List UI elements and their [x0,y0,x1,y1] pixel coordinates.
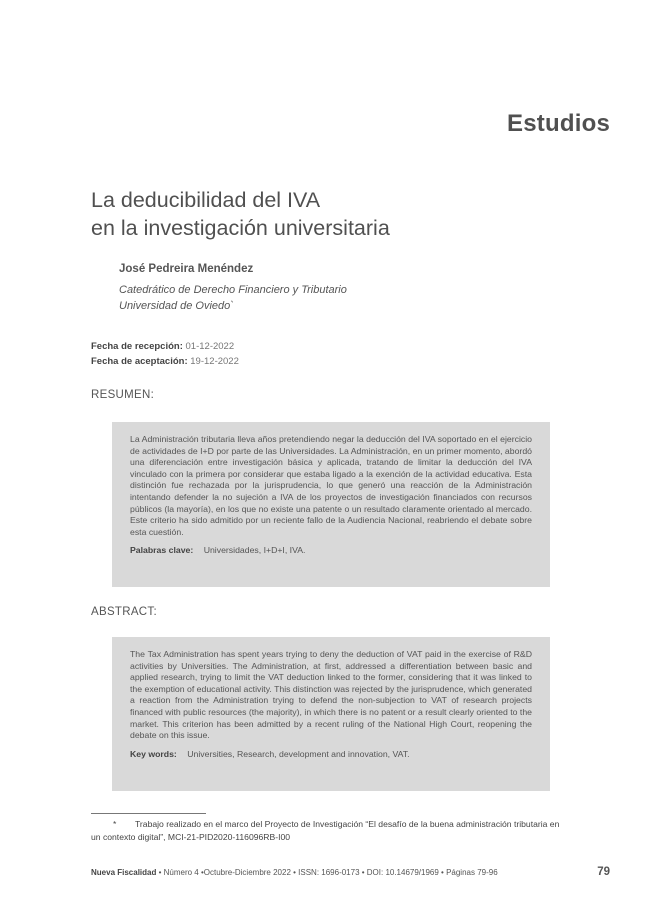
journal-details: • Número 4 •Octubre-Diciembre 2022 • ISSN: 1696-0173 • DOI: 10.14679/1969 • Páginas 79-96 [156,868,498,877]
journal-name: Nueva Fiscalidad [91,868,157,877]
accepted-label: Fecha de aceptación: [91,356,188,367]
footnote-mark: * [113,819,117,829]
resumen-keywords-label: Palabras clave: [130,545,194,556]
abstract-keywords [130,749,532,761]
accepted-value: 19-12-2022 [190,356,239,367]
resumen-heading: RESUMEN: [91,389,155,401]
resumen-box [112,422,550,587]
page-number: 79 [597,866,610,878]
affiliation-position: Catedrático de Derecho Financiero y Tributario [119,284,347,296]
resumen-text: La Administración tributaria lleva años pretendiendo negar la deducción del IVA soportado en el ejercicio de actividades de I+D por parte de las Universidades. La Administración, en un primer momento, abordó una diferenciación entre investigación básica y aplicada, tratando de limitar la deducción del IVA vinculado con la primera por considerar que estaba ligado a la exención de la actividad educativa. Esta distinción fue rechazada por la jurisprudencia, lo que generó una reacción de la Administración intentando defender la no sujeción a IVA de los proyectos de investigación financiados con recursos públicos (la mayoría), en los que no existe una patente o un resultado claramente orientado al mercado. Este criterio ha sido admitido por un reciente fallo de la Audiencia Nacional, reabriendo el debate sobre esta cuestión. [130,434,532,537]
article-title-line-1: La deducibilidad del IVA [91,188,321,212]
author-name: José Pedreira Menéndez [119,263,254,275]
abstract-heading: ABSTRACT: [91,606,157,618]
footnote [91,818,571,844]
received-label: Fecha de recepción: [91,341,183,352]
abstract-text: The Tax Administration has spent years trying to deny the deduction of VAT paid in the exercise of R&D activities by Universities. The Administration, at first, addressed a differentiation between basic and applied research, trying to limit the VAT deduction linked to the former, considering that it was linked to the exemption of educational activity. This distinction was rejected by the jurisprudence, which generated a reaction from the Administration trying to defend the non-subjection to VAT of research projects financed with public resources (the majority), in which there is no patent or a result clearly oriented to the market. This criterion has been admitted by a recent ruling of the National High Court, reopening the debate on this issue. [130,649,532,741]
footnote-divider [91,813,206,814]
abstract-keywords-value: Universities, Research, development and innovation, VAT. [187,748,410,759]
abstract-box [112,637,550,791]
submission-dates [91,339,239,369]
resumen-keywords-value: Universidades, I+D+I, IVA. [203,545,306,556]
footnote-text: Trabajo realizado en el marco del Proyecto de Investigación “El desafío de la buena administración tributaria en un contexto digital”, MCI-21-PID2020-116096RB-I00 [91,819,560,842]
article-title-line-2: en la investigación universitaria [91,216,390,240]
author-affiliation [119,282,347,314]
article-title [91,186,551,242]
received-value: 01-12-2022 [185,341,235,352]
abstract-keywords-label: Key words: [130,748,177,759]
resumen-keywords [130,545,532,557]
affiliation-institution: Universidad de Oviedo` [119,300,234,312]
section-title: Estudios [507,110,610,137]
journal-footer [91,868,571,877]
accepted-date [91,354,239,369]
received-date [91,339,239,354]
